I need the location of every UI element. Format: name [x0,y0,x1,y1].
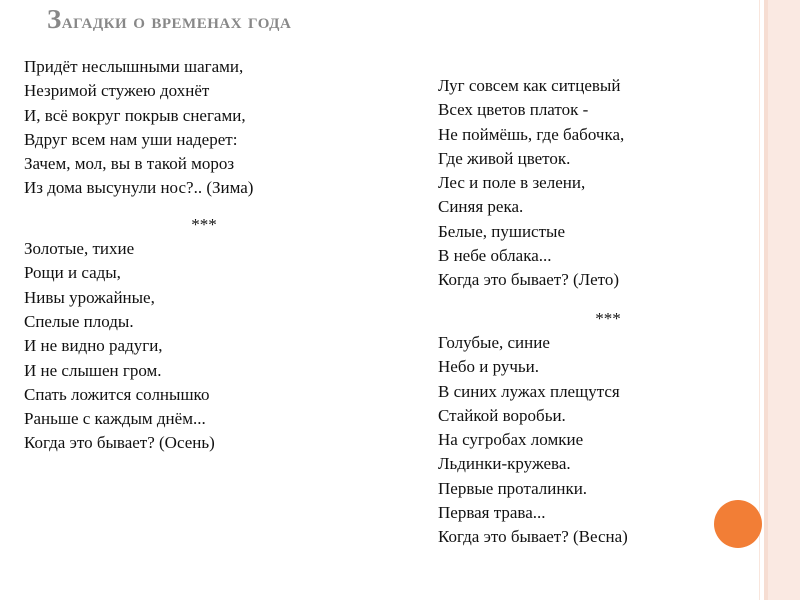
verse-line: Всех цветов платок - [438,100,589,120]
verse-line: Когда это бывает? (Весна) [438,527,628,547]
decorative-orange-circle [714,500,762,548]
verse-line: Стайкой воробьи. [438,405,566,425]
slide-title [47,4,291,35]
verse-line: В синих лужах плещутся [438,381,620,401]
verse-line: И, всё вокруг покрыв снегами, [24,105,246,125]
verse-line: И не слышен гром. [24,360,162,380]
verse-line: Где живой цветок. [438,148,571,168]
verse-line: Голубые, синие [438,332,550,352]
verse-separator: *** [191,214,217,234]
verse-line: В небе облака... [438,246,552,266]
verse-line: Вдруг всем нам уши надерет: [24,129,238,149]
verse-line: Спелые плоды. [24,311,134,331]
verse-line: Льдинки-кружева. [438,454,571,474]
verse-line: Не поймёшь, где бабочка, [438,124,625,144]
verse-line: Синяя река. [438,197,524,217]
verse-line: Луг совсем как ситцевый [438,76,621,95]
riddle-winter [24,55,404,201]
riddle-summer [438,74,738,293]
verse-line: Белые, пушистые [438,221,565,241]
left-column [24,55,404,456]
verse-line: Первая трава... [438,503,546,523]
verse-line: Раньше с каждым днём... [24,409,206,429]
verse-line: Из дома высунули нос?.. (Зима) [24,178,254,198]
title-initial: З [47,4,62,34]
verse-line: Придёт неслышными шагами, [24,57,244,76]
right-column [438,74,738,550]
verse-line: Зачем, мол, вы в такой мороз [24,154,235,174]
verse-line: Когда это бывает? (Лето) [438,270,619,290]
verse-line: Рощи и сады, [24,263,121,283]
verse-line: Первые проталинки. [438,478,588,498]
verse-line: На сугробах ломкие [438,430,584,450]
verse-line: Спать ложится солнышко [24,384,210,404]
verse-line: Когда это бывает? (Осень) [24,433,215,453]
verse-line: Незримой стужею дохнёт [24,81,210,101]
title-rest: агадки о временах года [61,8,292,33]
verse-line: Лес и поле в зелени, [438,173,586,193]
verse-line: Золотые, тихие [24,239,135,259]
verse-line: И не видно радуги, [24,336,163,356]
riddle-spring [438,331,738,550]
verse-separator: *** [595,308,621,328]
verse-line: Небо и ручьи. [438,357,539,377]
riddle-autumn [24,237,404,456]
verse-line: Нивы урожайные, [24,287,155,307]
